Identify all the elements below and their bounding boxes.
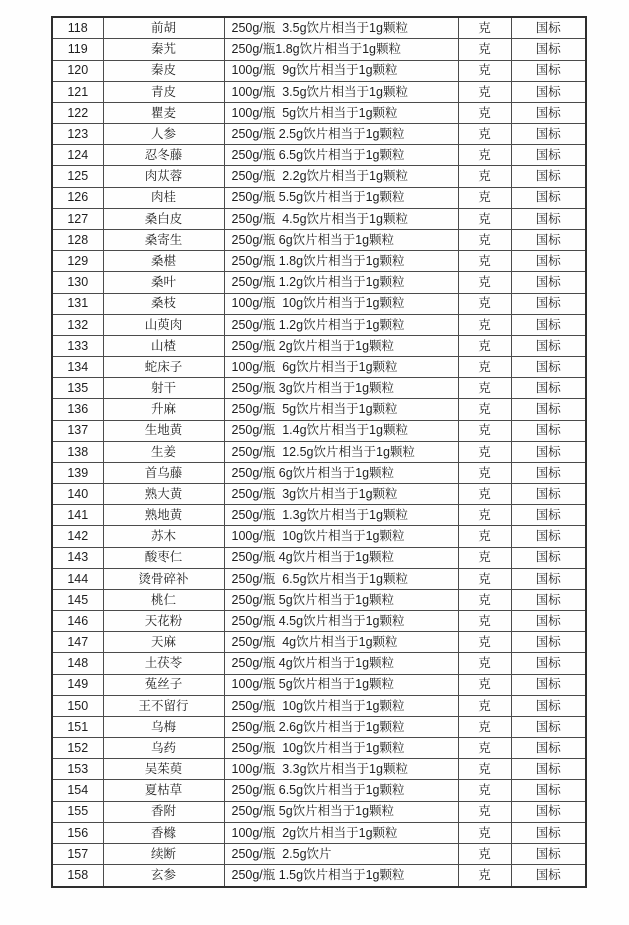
herb-name-cell: 桑椹 <box>103 251 224 272</box>
table-row <box>52 378 586 399</box>
table-row <box>52 230 586 251</box>
standard-cell: 国标 <box>511 547 586 568</box>
table-row <box>52 102 586 123</box>
herb-name-cell: 忍冬藤 <box>103 145 224 166</box>
standard-cell: 国标 <box>511 505 586 526</box>
spec-cell: 250g/瓶 3g饮片相当于1g颗粒 <box>224 484 458 505</box>
standard-cell: 国标 <box>511 865 586 887</box>
row-number-cell: 134 <box>52 357 103 378</box>
spec-cell: 250g/瓶 1.5g饮片相当于1g颗粒 <box>224 865 458 887</box>
table-row <box>52 611 586 632</box>
herb-name-cell: 首乌藤 <box>103 462 224 483</box>
spec-cell: 250g/瓶 3.5g饮片相当于1g颗粒 <box>224 17 458 39</box>
standard-cell: 国标 <box>511 632 586 653</box>
table-body <box>52 17 586 887</box>
table-row <box>52 272 586 293</box>
standard-cell: 国标 <box>511 251 586 272</box>
table-row <box>52 293 586 314</box>
standard-cell: 国标 <box>511 568 586 589</box>
spec-cell: 250g/瓶 2g饮片相当于1g颗粒 <box>224 335 458 356</box>
herb-name-cell: 肉桂 <box>103 187 224 208</box>
standard-cell: 国标 <box>511 695 586 716</box>
unit-cell: 克 <box>458 653 511 674</box>
row-number-cell: 123 <box>52 124 103 145</box>
table-row <box>52 505 586 526</box>
herb-name-cell: 秦艽 <box>103 39 224 60</box>
standard-cell: 国标 <box>511 484 586 505</box>
table-row <box>52 60 586 81</box>
herb-name-cell: 桑寄生 <box>103 230 224 251</box>
spec-cell: 250g/瓶 6g饮片相当于1g颗粒 <box>224 230 458 251</box>
unit-cell: 克 <box>458 102 511 123</box>
table-row <box>52 166 586 187</box>
spec-cell: 250g/瓶 6g饮片相当于1g颗粒 <box>224 462 458 483</box>
spec-cell: 100g/瓶 6g饮片相当于1g颗粒 <box>224 357 458 378</box>
spec-cell: 250g/瓶 1.8g饮片相当于1g颗粒 <box>224 251 458 272</box>
unit-cell: 克 <box>458 230 511 251</box>
herb-name-cell: 吴茱萸 <box>103 759 224 780</box>
spec-cell: 250g/瓶 1.4g饮片相当于1g颗粒 <box>224 420 458 441</box>
row-number-cell: 124 <box>52 145 103 166</box>
row-number-cell: 152 <box>52 738 103 759</box>
table-row <box>52 589 586 610</box>
unit-cell: 克 <box>458 293 511 314</box>
spec-cell: 250g/瓶 6.5g饮片相当于1g颗粒 <box>224 780 458 801</box>
unit-cell: 克 <box>458 166 511 187</box>
row-number-cell: 129 <box>52 251 103 272</box>
herb-name-cell: 前胡 <box>103 17 224 39</box>
unit-cell: 克 <box>458 484 511 505</box>
row-number-cell: 131 <box>52 293 103 314</box>
standard-cell: 国标 <box>511 272 586 293</box>
standard-cell: 国标 <box>511 293 586 314</box>
standard-cell: 国标 <box>511 801 586 822</box>
standard-cell: 国标 <box>511 39 586 60</box>
table-row <box>52 484 586 505</box>
row-number-cell: 156 <box>52 822 103 843</box>
spec-cell: 250g/瓶 1.2g饮片相当于1g颗粒 <box>224 272 458 293</box>
standard-cell: 国标 <box>511 780 586 801</box>
table-row <box>52 759 586 780</box>
table-row <box>52 314 586 335</box>
table-row <box>52 81 586 102</box>
row-number-cell: 140 <box>52 484 103 505</box>
table-row <box>52 653 586 674</box>
spec-cell: 250g/瓶 5g饮片相当于1g颗粒 <box>224 801 458 822</box>
unit-cell: 克 <box>458 145 511 166</box>
unit-cell: 克 <box>458 738 511 759</box>
table-row <box>52 39 586 60</box>
table-row <box>52 547 586 568</box>
table-row <box>52 420 586 441</box>
standard-cell: 国标 <box>511 335 586 356</box>
row-number-cell: 132 <box>52 314 103 335</box>
unit-cell: 克 <box>458 251 511 272</box>
unit-cell: 克 <box>458 399 511 420</box>
unit-cell: 克 <box>458 187 511 208</box>
herb-name-cell: 生姜 <box>103 441 224 462</box>
table-row <box>52 801 586 822</box>
unit-cell: 克 <box>458 632 511 653</box>
herb-name-cell: 熟大黄 <box>103 484 224 505</box>
row-number-cell: 122 <box>52 102 103 123</box>
row-number-cell: 141 <box>52 505 103 526</box>
herb-name-cell: 苏木 <box>103 526 224 547</box>
spec-cell: 250g/瓶 2.5g饮片相当于1g颗粒 <box>224 124 458 145</box>
table-row <box>52 187 586 208</box>
standard-cell: 国标 <box>511 187 586 208</box>
row-number-cell: 138 <box>52 441 103 462</box>
herb-name-cell: 人参 <box>103 124 224 145</box>
herb-name-cell: 桑白皮 <box>103 208 224 229</box>
herb-name-cell: 桃仁 <box>103 589 224 610</box>
herb-name-cell: 夏枯草 <box>103 780 224 801</box>
row-number-cell: 158 <box>52 865 103 887</box>
herb-name-cell: 肉苁蓉 <box>103 166 224 187</box>
herb-name-cell: 王不留行 <box>103 695 224 716</box>
unit-cell: 克 <box>458 589 511 610</box>
table-row <box>52 822 586 843</box>
herb-name-cell: 熟地黄 <box>103 505 224 526</box>
row-number-cell: 118 <box>52 17 103 39</box>
unit-cell: 克 <box>458 568 511 589</box>
standard-cell: 国标 <box>511 124 586 145</box>
standard-cell: 国标 <box>511 674 586 695</box>
spec-cell: 100g/瓶 5g饮片相当于1g颗粒 <box>224 674 458 695</box>
unit-cell: 克 <box>458 611 511 632</box>
herb-name-cell: 续断 <box>103 843 224 864</box>
table-row <box>52 357 586 378</box>
herb-name-cell: 升麻 <box>103 399 224 420</box>
herb-name-cell: 山萸肉 <box>103 314 224 335</box>
standard-cell: 国标 <box>511 462 586 483</box>
herb-name-cell: 瞿麦 <box>103 102 224 123</box>
standard-cell: 国标 <box>511 17 586 39</box>
unit-cell: 克 <box>458 674 511 695</box>
unit-cell: 克 <box>458 865 511 887</box>
unit-cell: 克 <box>458 505 511 526</box>
spec-cell: 250g/瓶 10g饮片相当于1g颗粒 <box>224 695 458 716</box>
unit-cell: 克 <box>458 759 511 780</box>
spec-cell: 250g/瓶 10g饮片相当于1g颗粒 <box>224 738 458 759</box>
row-number-cell: 126 <box>52 187 103 208</box>
spec-cell: 100g/瓶 3.3g饮片相当于1g颗粒 <box>224 759 458 780</box>
herb-name-cell: 菟丝子 <box>103 674 224 695</box>
table-row <box>52 251 586 272</box>
unit-cell: 克 <box>458 272 511 293</box>
unit-cell: 克 <box>458 441 511 462</box>
row-number-cell: 146 <box>52 611 103 632</box>
herb-name-cell: 蛇床子 <box>103 357 224 378</box>
unit-cell: 克 <box>458 420 511 441</box>
table-row <box>52 738 586 759</box>
table-row <box>52 145 586 166</box>
spec-cell: 100g/瓶 9g饮片相当于1g颗粒 <box>224 60 458 81</box>
standard-cell: 国标 <box>511 81 586 102</box>
row-number-cell: 139 <box>52 462 103 483</box>
spec-cell: 100g/瓶 3.5g饮片相当于1g颗粒 <box>224 81 458 102</box>
unit-cell: 克 <box>458 357 511 378</box>
table-row <box>52 208 586 229</box>
unit-cell: 克 <box>458 822 511 843</box>
herb-name-cell: 土茯苓 <box>103 653 224 674</box>
unit-cell: 克 <box>458 526 511 547</box>
row-number-cell: 144 <box>52 568 103 589</box>
row-number-cell: 128 <box>52 230 103 251</box>
spec-cell: 250g/瓶 2.2g饮片相当于1g颗粒 <box>224 166 458 187</box>
herb-name-cell: 青皮 <box>103 81 224 102</box>
herb-name-cell: 桑枝 <box>103 293 224 314</box>
spec-cell: 100g/瓶 10g饮片相当于1g颗粒 <box>224 293 458 314</box>
table-row <box>52 695 586 716</box>
spec-cell: 250g/瓶 12.5g饮片相当于1g颗粒 <box>224 441 458 462</box>
row-number-cell: 121 <box>52 81 103 102</box>
row-number-cell: 127 <box>52 208 103 229</box>
standard-cell: 国标 <box>511 611 586 632</box>
unit-cell: 克 <box>458 716 511 737</box>
row-number-cell: 155 <box>52 801 103 822</box>
spec-cell: 250g/瓶 4g饮片相当于1g颗粒 <box>224 653 458 674</box>
standard-cell: 国标 <box>511 230 586 251</box>
row-number-cell: 125 <box>52 166 103 187</box>
unit-cell: 克 <box>458 314 511 335</box>
standard-cell: 国标 <box>511 166 586 187</box>
spec-cell: 250g/瓶 3g饮片相当于1g颗粒 <box>224 378 458 399</box>
unit-cell: 克 <box>458 39 511 60</box>
table-row <box>52 843 586 864</box>
herb-name-cell: 天花粉 <box>103 611 224 632</box>
row-number-cell: 150 <box>52 695 103 716</box>
table-row <box>52 17 586 39</box>
row-number-cell: 135 <box>52 378 103 399</box>
unit-cell: 克 <box>458 378 511 399</box>
table-row <box>52 441 586 462</box>
standard-cell: 国标 <box>511 589 586 610</box>
standard-cell: 国标 <box>511 759 586 780</box>
standard-cell: 国标 <box>511 314 586 335</box>
standard-cell: 国标 <box>511 357 586 378</box>
row-number-cell: 151 <box>52 716 103 737</box>
spec-cell: 250g/瓶 2.6g饮片相当于1g颗粒 <box>224 716 458 737</box>
row-number-cell: 142 <box>52 526 103 547</box>
unit-cell: 克 <box>458 60 511 81</box>
standard-cell: 国标 <box>511 738 586 759</box>
row-number-cell: 154 <box>52 780 103 801</box>
herb-granule-spec-table <box>51 16 587 888</box>
unit-cell: 克 <box>458 17 511 39</box>
spec-cell: 250g/瓶 4g饮片相当于1g颗粒 <box>224 632 458 653</box>
row-number-cell: 157 <box>52 843 103 864</box>
table-row <box>52 674 586 695</box>
spec-cell: 250g/瓶 5g饮片相当于1g颗粒 <box>224 589 458 610</box>
unit-cell: 克 <box>458 208 511 229</box>
unit-cell: 克 <box>458 335 511 356</box>
row-number-cell: 137 <box>52 420 103 441</box>
table-row <box>52 780 586 801</box>
table-row <box>52 462 586 483</box>
table-row <box>52 716 586 737</box>
standard-cell: 国标 <box>511 102 586 123</box>
spec-cell: 100g/瓶 2g饮片相当于1g颗粒 <box>224 822 458 843</box>
row-number-cell: 148 <box>52 653 103 674</box>
herb-name-cell: 烫骨碎补 <box>103 568 224 589</box>
unit-cell: 克 <box>458 462 511 483</box>
standard-cell: 国标 <box>511 716 586 737</box>
table-row <box>52 124 586 145</box>
table-row <box>52 865 586 887</box>
row-number-cell: 149 <box>52 674 103 695</box>
herb-name-cell: 秦皮 <box>103 60 224 81</box>
herb-name-cell: 山楂 <box>103 335 224 356</box>
herb-name-cell: 乌药 <box>103 738 224 759</box>
unit-cell: 克 <box>458 801 511 822</box>
table-row <box>52 335 586 356</box>
standard-cell: 国标 <box>511 822 586 843</box>
unit-cell: 克 <box>458 81 511 102</box>
unit-cell: 克 <box>458 843 511 864</box>
row-number-cell: 136 <box>52 399 103 420</box>
herb-name-cell: 射干 <box>103 378 224 399</box>
table-row <box>52 526 586 547</box>
herb-name-cell: 香橼 <box>103 822 224 843</box>
table-row <box>52 568 586 589</box>
standard-cell: 国标 <box>511 399 586 420</box>
standard-cell: 国标 <box>511 843 586 864</box>
spec-cell: 250g/瓶 4.5g饮片相当于1g颗粒 <box>224 611 458 632</box>
unit-cell: 克 <box>458 547 511 568</box>
standard-cell: 国标 <box>511 653 586 674</box>
herb-name-cell: 香附 <box>103 801 224 822</box>
spec-cell: 250g/瓶1.8g饮片相当于1g颗粒 <box>224 39 458 60</box>
standard-cell: 国标 <box>511 441 586 462</box>
herb-name-cell: 乌梅 <box>103 716 224 737</box>
spec-cell: 250g/瓶 5g饮片相当于1g颗粒 <box>224 399 458 420</box>
row-number-cell: 133 <box>52 335 103 356</box>
spec-cell: 250g/瓶 5.5g饮片相当于1g颗粒 <box>224 187 458 208</box>
spec-cell: 250g/瓶 6.5g饮片相当于1g颗粒 <box>224 568 458 589</box>
spec-cell: 100g/瓶 10g饮片相当于1g颗粒 <box>224 526 458 547</box>
spec-cell: 250g/瓶 2.5g饮片 <box>224 843 458 864</box>
row-number-cell: 153 <box>52 759 103 780</box>
spec-cell: 250g/瓶 4.5g饮片相当于1g颗粒 <box>224 208 458 229</box>
standard-cell: 国标 <box>511 526 586 547</box>
row-number-cell: 147 <box>52 632 103 653</box>
spec-cell: 250g/瓶 6.5g饮片相当于1g颗粒 <box>224 145 458 166</box>
herb-name-cell: 玄参 <box>103 865 224 887</box>
unit-cell: 克 <box>458 124 511 145</box>
herb-name-cell: 桑叶 <box>103 272 224 293</box>
standard-cell: 国标 <box>511 145 586 166</box>
unit-cell: 克 <box>458 780 511 801</box>
row-number-cell: 143 <box>52 547 103 568</box>
table-row <box>52 399 586 420</box>
row-number-cell: 119 <box>52 39 103 60</box>
herb-name-cell: 生地黄 <box>103 420 224 441</box>
standard-cell: 国标 <box>511 60 586 81</box>
row-number-cell: 120 <box>52 60 103 81</box>
standard-cell: 国标 <box>511 420 586 441</box>
unit-cell: 克 <box>458 695 511 716</box>
row-number-cell: 145 <box>52 589 103 610</box>
row-number-cell: 130 <box>52 272 103 293</box>
herb-name-cell: 天麻 <box>103 632 224 653</box>
herb-name-cell: 酸枣仁 <box>103 547 224 568</box>
standard-cell: 国标 <box>511 208 586 229</box>
spec-cell: 250g/瓶 1.3g饮片相当于1g颗粒 <box>224 505 458 526</box>
table-row <box>52 632 586 653</box>
spec-cell: 250g/瓶 1.2g饮片相当于1g颗粒 <box>224 314 458 335</box>
spec-cell: 100g/瓶 5g饮片相当于1g颗粒 <box>224 102 458 123</box>
spec-cell: 250g/瓶 4g饮片相当于1g颗粒 <box>224 547 458 568</box>
standard-cell: 国标 <box>511 378 586 399</box>
